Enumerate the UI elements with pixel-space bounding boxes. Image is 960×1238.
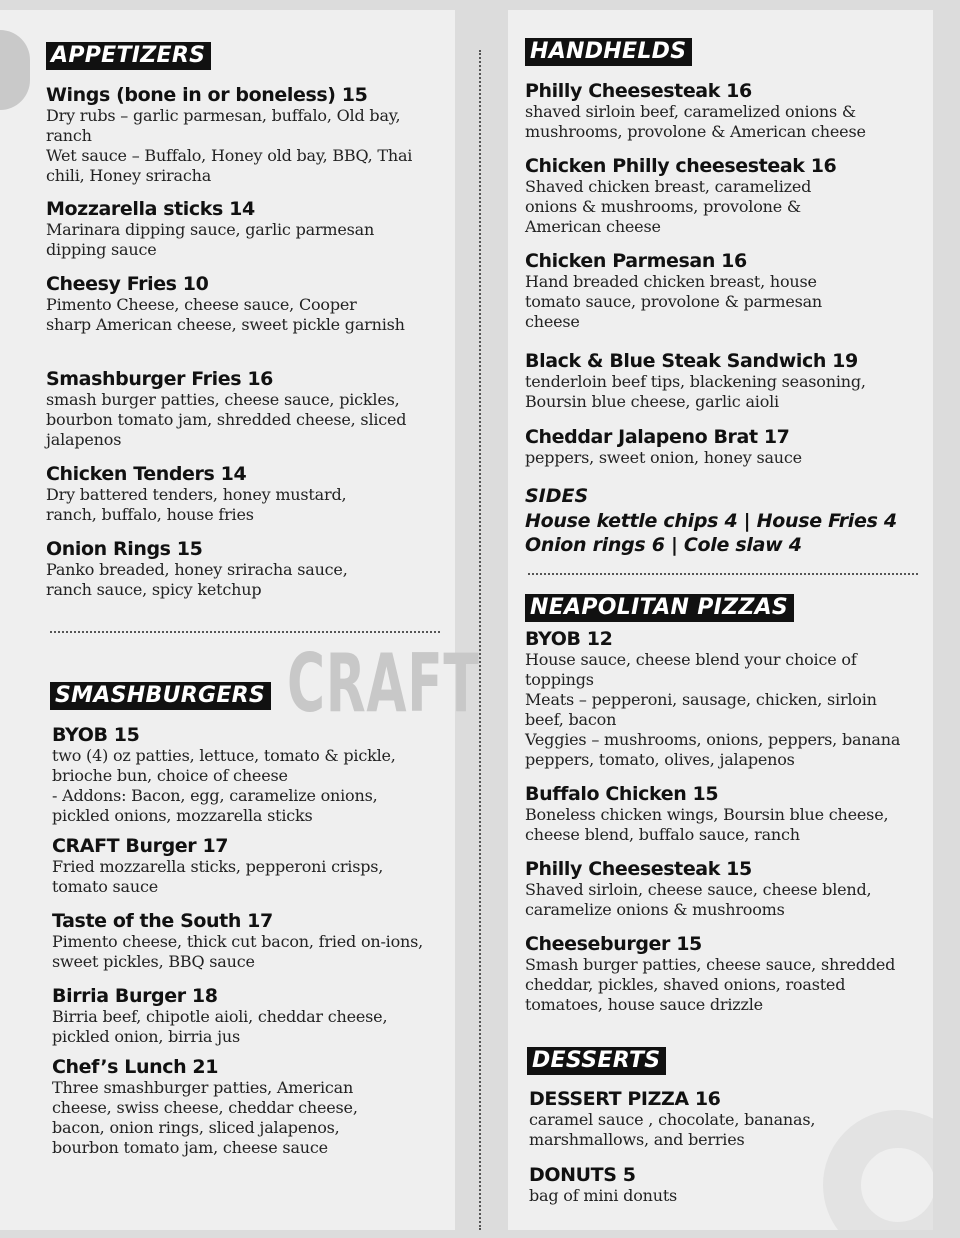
menu-item-name: Cheddar Jalapeno Brat 17: [525, 426, 790, 448]
menu-item-description: [52, 1007, 437, 1047]
menu-item-name: Chef’s Lunch 21: [52, 1056, 219, 1078]
pizzas-title: NEAPOLITAN PIZZAS: [525, 594, 794, 622]
menu-item-name: Philly Cheesesteak 16: [525, 80, 752, 102]
smashburgers-title: SMASHBURGERS: [50, 682, 271, 710]
menu-item: [52, 985, 437, 1047]
menu-item-name: Mozzarella sticks 14: [46, 198, 255, 220]
craft-watermark: CRAFT: [287, 637, 480, 730]
menu-item-name: Birria Burger 18: [52, 985, 218, 1007]
menu-item-name: Cheesy Fries 10: [46, 273, 209, 295]
description-line: caramel sauce , chocolate, bananas, marshmallows, and berries: [529, 1110, 816, 1149]
description-line: Boneless chicken wings, Boursin blue cheese, cheese blend, buffalo sauce, ranch: [525, 805, 889, 844]
section-separator: [528, 573, 918, 575]
menu-item: [46, 198, 431, 260]
menu-item-description: [52, 857, 437, 897]
menu-item-name: Taste of the South 17: [52, 910, 273, 932]
menu-item-description: [52, 746, 432, 826]
description-line: smash burger patties, cheese sauce, pickles, bourbon tomato jam, shredded cheese, sliced jalapenos: [46, 390, 407, 449]
menu-item-description: [525, 448, 855, 468]
menu-item: [525, 80, 920, 142]
description-line: - Addons: Bacon, egg, caramelize onions, pickled onions, mozzarella sticks: [52, 786, 378, 825]
menu-item: [525, 155, 865, 237]
description-line: Pimento Cheese, cheese sauce, Cooper sharp American cheese, sweet pickle garnish: [46, 295, 405, 334]
description-line: Meats – pepperoni, sausage, chicken, sirloin beef, bacon: [525, 690, 877, 729]
menu-item-name: Chicken Philly cheesesteak 16: [525, 155, 837, 177]
section-separator: [50, 631, 440, 633]
description-line: Marinara dipping sauce, garlic parmesan dipping sauce: [46, 220, 375, 259]
menu-item: [525, 858, 920, 920]
menu-item-name: DONUTS 5: [529, 1164, 636, 1186]
menu-item-name: Cheeseburger 15: [525, 933, 702, 955]
menu-item-name: Chicken Tenders 14: [46, 463, 247, 485]
menu-item-description: [525, 955, 910, 1015]
left-menu-panel: [0, 10, 455, 1230]
description-line: Shaved sirloin, cheese sauce, cheese blend, caramelize onions & mushrooms: [525, 880, 872, 919]
appetizers-title: APPETIZERS: [46, 42, 211, 70]
menu-item-name: Wings (bone in or boneless) 15: [46, 84, 368, 106]
menu-item: [46, 273, 406, 335]
menu-item: [46, 368, 411, 450]
description-line: Dry battered tenders, honey mustard, ranch, buffalo, house fries: [46, 485, 347, 524]
sides-line: House kettle chips 4 | House Fries 4: [525, 510, 897, 532]
menu-item-name: Smashburger Fries 16: [46, 368, 274, 390]
menu-item-description: [46, 485, 391, 525]
description-line: bag of mini donuts: [529, 1186, 678, 1205]
menu-item-description: [46, 560, 396, 600]
description-line: Dry rubs – garlic parmesan, buffalo, Old bay, ranch: [46, 106, 401, 145]
description-line: House sauce, cheese blend your choice of toppings: [525, 650, 857, 689]
description-line: Smash burger patties, cheese sauce, shredded cheddar, pickles, shaved onions, roasted tomatoes, house sauce drizzle: [525, 955, 896, 1014]
menu-item: [529, 1088, 859, 1150]
description-line: peppers, sweet onion, honey sauce: [525, 448, 802, 467]
menu-item-name: CRAFT Burger 17: [52, 835, 229, 857]
description-line: shaved sirloin beef, caramelized onions & mushrooms, provolone & American cheese: [525, 102, 866, 141]
menu-item-description: [52, 932, 432, 972]
sides-title: SIDES: [525, 485, 589, 507]
menu-item-description: [525, 805, 915, 845]
description-line: Birria beef, chipotle aioli, cheddar cheese, pickled onion, birria jus: [52, 1007, 388, 1046]
menu-item-name: Black & Blue Steak Sandwich 19: [525, 350, 858, 372]
description-line: Shaved chicken breast, caramelized onions & mushrooms, provolone & American cheese: [525, 177, 812, 236]
menu-item: [529, 1164, 859, 1206]
menu-item: [52, 835, 437, 897]
desserts-title: DESSERTS: [527, 1047, 666, 1075]
menu-item-description: [525, 272, 870, 332]
menu-item: [46, 84, 416, 186]
description-line: Pimento cheese, thick cut bacon, fried on-ions, sweet pickles, BBQ sauce: [52, 932, 424, 971]
menu-item: [525, 628, 910, 770]
menu-item-description: [46, 295, 406, 335]
menu-item-description: [52, 1078, 407, 1158]
menu-item-name: Philly Cheesesteak 15: [525, 858, 752, 880]
description-line: Veggies – mushrooms, onions, peppers, banana peppers, tomato, olives, jalapenos: [525, 730, 901, 769]
description-line: tenderloin beef tips, blackening seasoning, Boursin blue cheese, garlic aioli: [525, 372, 866, 411]
description-line: Hand breaded chicken breast, house tomato sauce, provolone & parmesan cheese: [525, 272, 823, 331]
menu-item: [46, 538, 396, 600]
menu-item-description: [525, 177, 865, 237]
menu-item-description: [46, 106, 416, 186]
menu-item: [52, 1056, 407, 1158]
handhelds-title: HANDHELDS: [525, 38, 692, 66]
gear-decoration: [0, 30, 30, 110]
menu-item-name: BYOB 15: [52, 724, 140, 746]
menu-item: [525, 350, 920, 412]
menu-item-description: [46, 220, 431, 260]
menu-item: [46, 463, 391, 525]
menu-item-description: [525, 650, 910, 770]
description-line: Panko breaded, honey sriracha sauce, ranch sauce, spicy ketchup: [46, 560, 348, 599]
menu-item-name: Buffalo Chicken 15: [525, 783, 719, 805]
menu-item: [525, 783, 915, 845]
menu-item: [52, 910, 432, 972]
menu-item-name: Chicken Parmesan 16: [525, 250, 747, 272]
menu-item-description: [525, 880, 920, 920]
menu-item: [525, 250, 870, 332]
sides-line: Onion rings 6 | Cole slaw 4: [525, 534, 802, 556]
menu-item-description: [525, 372, 920, 412]
menu-item: [52, 724, 432, 826]
description-line: Fried mozzarella sticks, pepperoni crisps, tomato sauce: [52, 857, 384, 896]
menu-item-name: BYOB 12: [525, 628, 613, 650]
description-line: Three smashburger patties, American cheese, swiss cheese, cheddar cheese, bacon, onion rings, sliced jalapenos, bourbon tomato jam, cheese sauce: [52, 1078, 358, 1157]
description-line: Wet sauce – Buffalo, Honey old bay, BBQ, Thai chili, Honey sriracha: [46, 146, 413, 185]
menu-item: [525, 426, 855, 468]
menu-item-name: Onion Rings 15: [46, 538, 203, 560]
description-line: two (4) oz patties, lettuce, tomato & pickle, brioche bun, choice of cheese: [52, 746, 396, 785]
menu-item-description: [46, 390, 411, 450]
menu-item-name: DESSERT PIZZA 16: [529, 1088, 721, 1110]
menu-item-description: [525, 102, 920, 142]
menu-item-description: [529, 1110, 859, 1150]
menu-item-description: [529, 1186, 859, 1206]
menu-item: [525, 933, 910, 1015]
